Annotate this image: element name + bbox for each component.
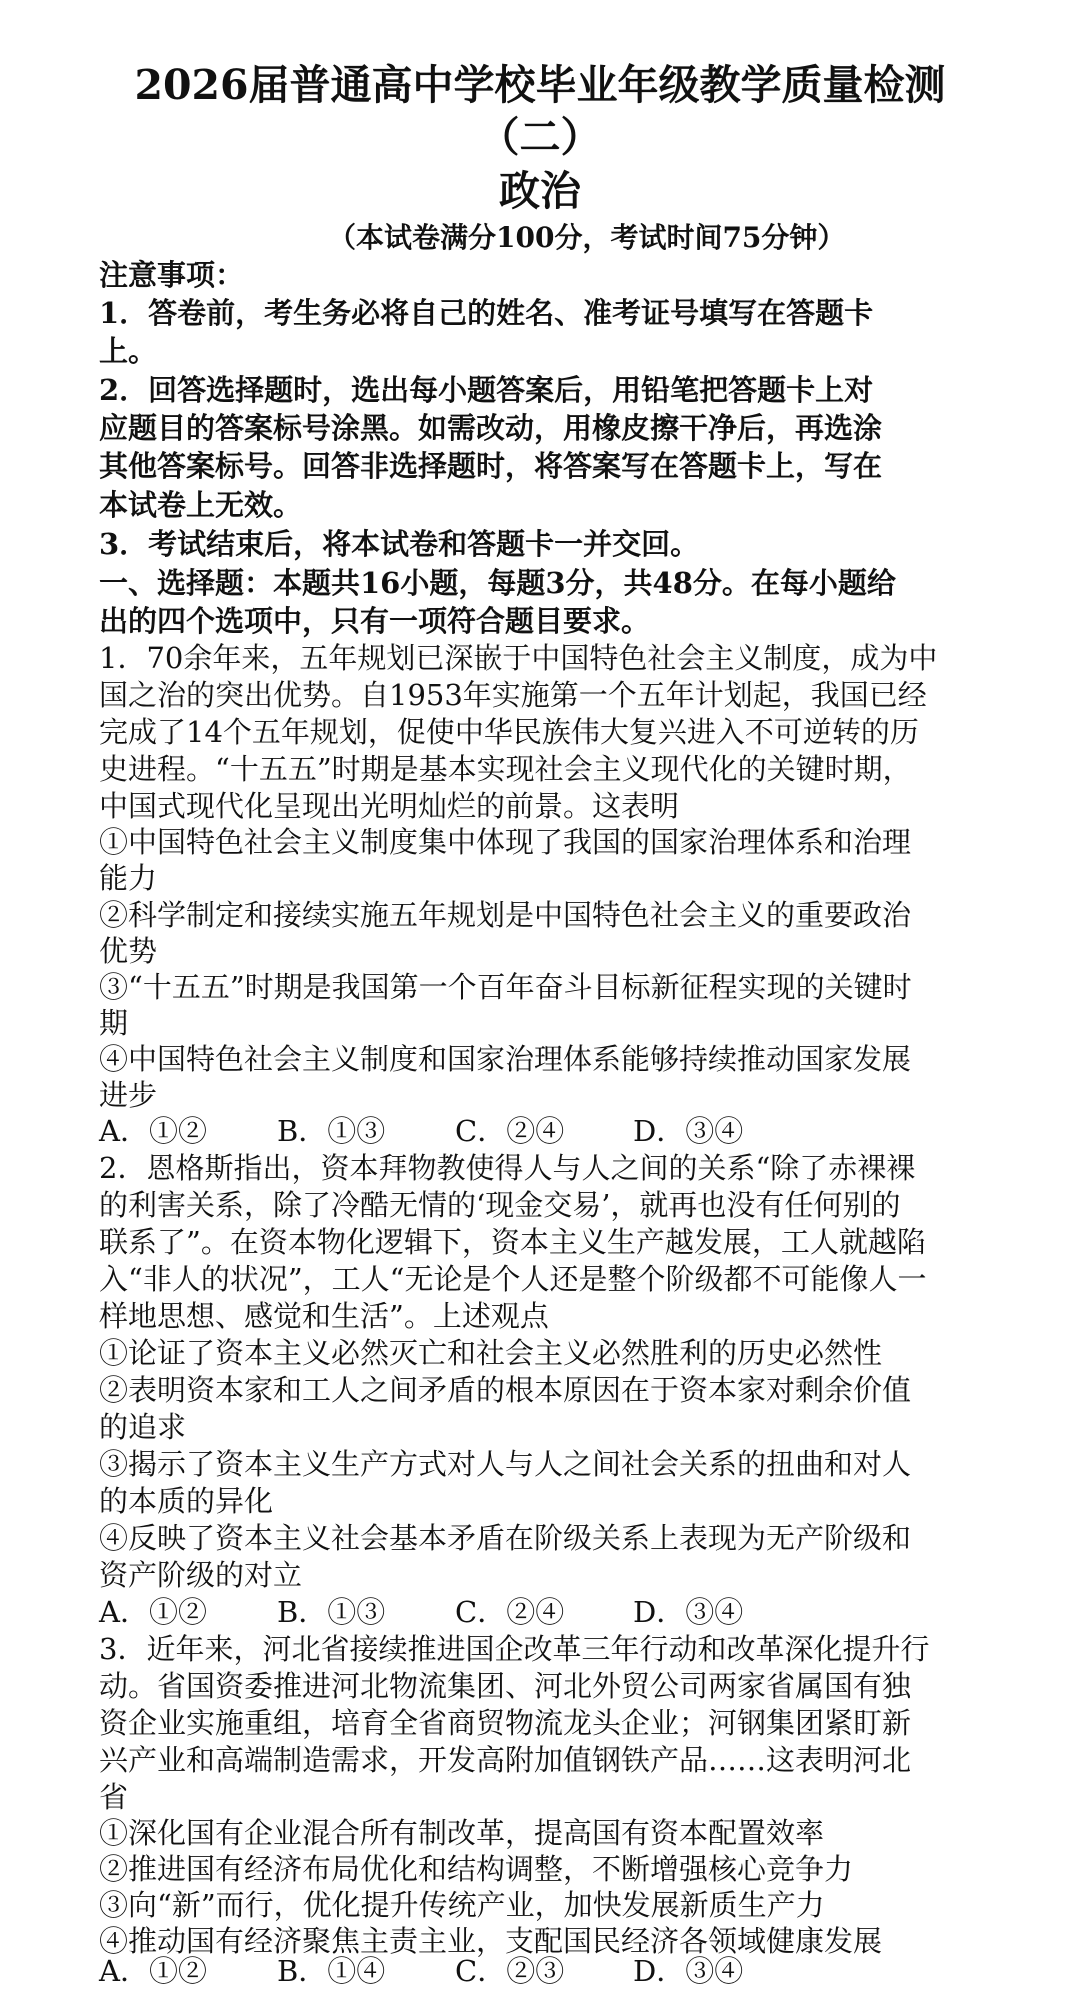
option-c[interactable]: C．②④ (455, 1114, 565, 1148)
notice-line: 应题目的答案标号涂黑。如需改动，用橡皮擦干净后，再选涂 (99, 411, 883, 445)
question-2-line: 的利害关系，除了冷酷无情的‘现金交易’，就再也没有任何别的 (99, 1188, 901, 1222)
question-3-line: 兴产业和高端制造需求，开发高附加值钢铁产品……这表明河北 (99, 1743, 912, 1777)
notice-line: 3．考试结束后，将本试卷和答题卡一并交回。 (99, 527, 700, 561)
question-1-line: ③“十五五”时期是我国第一个百年奋斗目标新征程实现的关键时 (99, 970, 912, 1004)
exam-title: 2026届普通高中学校毕业年级教学质量检测 (134, 61, 946, 109)
question-2-options (99, 1594, 811, 1630)
question-3-line: ①深化国有企业混合所有制改革，提高国有资本配置效率 (99, 1816, 825, 1850)
question-1-line: 期 (99, 1006, 129, 1040)
question-1-options (99, 1113, 811, 1149)
option-a[interactable]: A．①② (99, 1595, 207, 1629)
question-3-line: 资企业实施重组，培育全省商贸物流龙头企业；河钢集团紧盯新 (99, 1706, 912, 1740)
question-1-line: 能力 (99, 861, 158, 895)
question-1-line: ④中国特色社会主义制度和国家治理体系能够持续推动国家发展 (99, 1042, 912, 1076)
question-2-line: ④反映了资本主义社会基本矛盾在阶级关系上表现为无产阶级和 (99, 1521, 912, 1555)
question-1-line: 中国式现代化呈现出光明灿烂的前景。这表明 (99, 789, 680, 823)
option-b[interactable]: B．①③ (277, 1114, 386, 1148)
question-1-line: ①中国特色社会主义制度集中体现了我国的国家治理体系和治理 (99, 825, 912, 859)
notice-line: 其他答案标号。回答非选择题时，将答案写在答题卡上，写在 (99, 449, 883, 483)
question-2-line: 2．恩格斯指出，资本拜物教使得人与人之间的关系“除了赤裸裸 (99, 1151, 916, 1185)
question-3-line: ③向“新”而行，优化提升传统产业，加快发展新质生产力 (99, 1888, 825, 1922)
option-b[interactable]: B．①③ (277, 1595, 386, 1629)
question-1-line: 优势 (99, 934, 158, 968)
option-d[interactable]: D．③④ (633, 1114, 744, 1148)
question-3-line: 3．近年来，河北省接续推进国企改革三年行动和改革深化提升行 (99, 1632, 930, 1666)
question-1-line: 史进程。“十五五”时期是基本实现社会主义现代化的关键时期， (99, 752, 912, 786)
question-2-line: 资产阶级的对立 (99, 1558, 303, 1592)
exam-subtitle: （本试卷满分100分，考试时间75分钟） (328, 221, 846, 254)
option-b[interactable]: B．①④ (277, 1954, 386, 1988)
notice-line: 2．回答选择题时，选出每小题答案后，用铅笔把答题卡上对 (99, 373, 874, 407)
question-2-line: 样地思想、感觉和生活”。上述观点 (99, 1299, 549, 1333)
question-2-line: ①论证了资本主义必然灭亡和社会主义必然胜利的历史必然性 (99, 1336, 883, 1370)
option-d[interactable]: D．③④ (633, 1954, 744, 1988)
notice-line: 1．答卷前，考生务必将自己的姓名、准考证号填写在答题卡 (99, 296, 874, 330)
question-1-line: 国之治的突出优势。自1953年实施第一个五年计划起，我国已经 (99, 678, 927, 712)
question-1-line: 1．70余年来，五年规划已深嵌于中国特色社会主义制度，成为中 (99, 641, 938, 675)
notice-line: 上。 (99, 334, 158, 368)
notice-heading: 注意事项： (99, 258, 245, 292)
question-2-line: ③揭示了资本主义生产方式对人与人之间社会关系的扭曲和对人 (99, 1447, 912, 1481)
exam-title-number: （二） (478, 113, 602, 161)
question-1-line: 进步 (99, 1078, 158, 1112)
question-3-line: ④推动国有经济聚焦主责主业，支配国民经济各领域健康发展 (99, 1924, 883, 1958)
question-2-line: 的本质的异化 (99, 1484, 274, 1518)
question-1-line: 完成了14个五年规划，促使中华民族伟大复兴进入不可逆转的历 (99, 715, 919, 749)
option-c[interactable]: C．②③ (455, 1954, 565, 1988)
option-c[interactable]: C．②④ (455, 1595, 565, 1629)
question-1-line: ②科学制定和接续实施五年规划是中国特色社会主义的重要政治 (99, 898, 912, 932)
subject-title: 政治 (499, 167, 581, 215)
section-heading: 一、选择题：本题共16小题，每题3分，共48分。在每小题给 (99, 566, 896, 600)
notice-line: 本试卷上无效。 (99, 488, 303, 522)
question-3-options (99, 1953, 811, 1989)
question-2-line: 的追求 (99, 1410, 187, 1444)
question-2-line: 联系了”。在资本物化逻辑下，资本主义生产越发展，工人就越陷 (99, 1225, 926, 1259)
question-2-line: 入“非人的状况”，工人“无论是个人还是整个阶级都不可能像人一 (99, 1262, 927, 1296)
question-3-line: 动。省国资委推进河北物流集团、河北外贸公司两家省属国有独 (99, 1669, 912, 1703)
question-3-line: 省 (99, 1780, 129, 1814)
question-2-line: ②表明资本家和工人之间矛盾的根本原因在于资本家对剩余价值 (99, 1373, 912, 1407)
section-heading: 出的四个选项中，只有一项符合题目要求。 (99, 604, 651, 638)
option-a[interactable]: A．①② (99, 1954, 207, 1988)
question-3-line: ②推进国有经济布局优化和结构调整，不断增强核心竞争力 (99, 1852, 854, 1886)
option-d[interactable]: D．③④ (633, 1595, 744, 1629)
option-a[interactable]: A．①② (99, 1114, 207, 1148)
